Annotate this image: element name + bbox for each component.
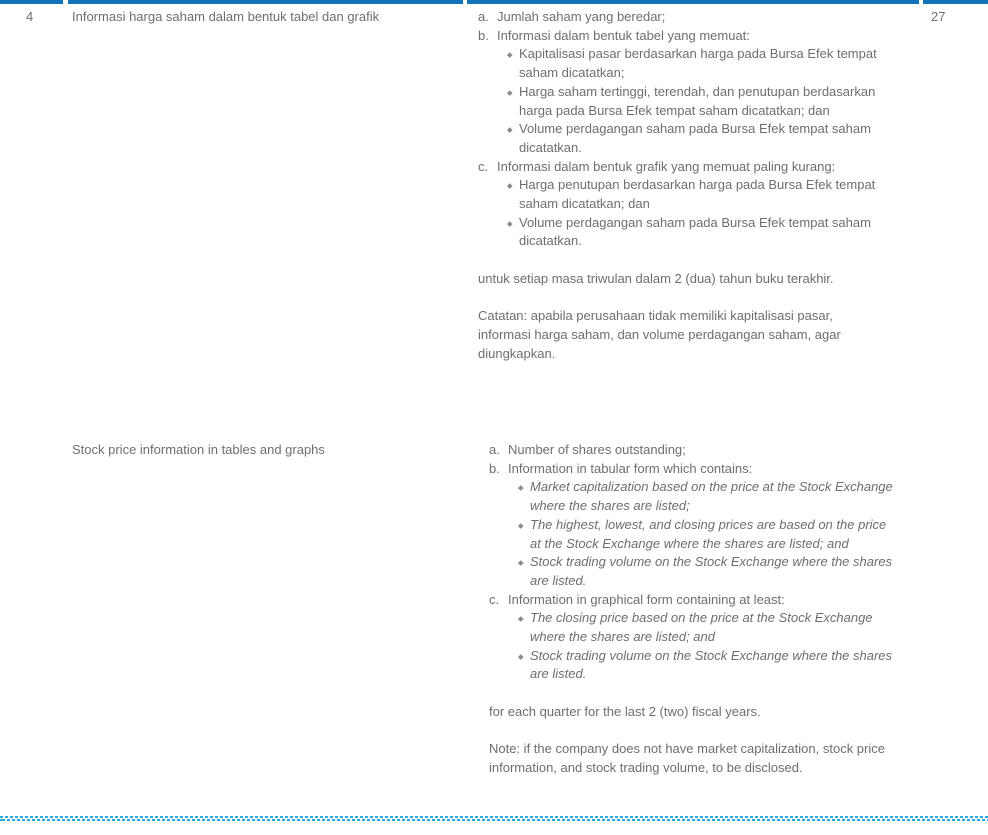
bullet-item <box>478 45 883 82</box>
bullet-text: Volume perdagangan saham pada Bursa Efek tempat saham dicatatkan. <box>519 214 871 249</box>
bullet-text: Market capitalization based on the price at the Stock Exchange where the shares are listed; <box>530 479 893 514</box>
bullet-text: Stock trading volume on the Stock Exchange where the shares are listed. <box>530 554 893 588</box>
details-indonesian <box>478 8 883 363</box>
period-statement: untuk setiap masa triwulan dalam 2 (dua) tahun buku terakhir. <box>478 270 834 286</box>
list-marker: c. <box>478 158 489 174</box>
page-ref: 27 <box>931 9 946 24</box>
list-text: Information in tabular form which contains: <box>508 460 753 476</box>
bullet-item <box>478 176 883 213</box>
list-item-b <box>489 460 894 479</box>
bullet-item <box>478 120 883 157</box>
row-divider-dashed <box>0 819 988 821</box>
list-marker: c. <box>489 591 500 607</box>
bullet-diamond-icon <box>519 553 530 590</box>
bullet-item <box>478 83 883 120</box>
list-text: Number of shares outstanding; <box>508 442 686 457</box>
bullet-item <box>489 647 894 684</box>
bullet-diamond-icon <box>519 609 530 646</box>
list-item-b <box>478 27 883 46</box>
bullet-diamond-icon <box>508 176 519 213</box>
bullet-diamond-icon <box>519 516 530 553</box>
note-statement: Note: if the company does not have market capitalization, stock price information, and stock trading volume, to be disclosed. <box>489 741 885 775</box>
note-statement: Catatan: apabila perusahaan tidak memiliki kapitalisasi pasar, informasi harga saham, dan volume perdagangan saham, agar diungkapkan. <box>478 308 841 361</box>
list-text: Jumlah saham yang beredar; <box>497 9 666 24</box>
bullet-text: Harga penutupan berdasarkan harga pada Bursa Efek tempat saham dicatatkan; dan <box>519 177 876 212</box>
bullet-text: Stock trading volume on the Stock Exchange where the shares are listed. <box>530 647 893 682</box>
bullet-text: The closing price based on the price at the Stock Exchange where the shares are listed; and <box>530 610 873 645</box>
list-marker: b. <box>478 27 489 43</box>
bullet-diamond-icon <box>508 83 519 120</box>
list-marker: b. <box>489 460 500 476</box>
bullet-text: Volume perdagangan saham pada Bursa Efek tempat saham dicatatkan. <box>519 121 871 155</box>
column-page-ref <box>923 0 988 363</box>
bullet-diamond-icon <box>508 45 519 82</box>
bullet-item <box>478 214 883 251</box>
list-item-a <box>489 441 894 460</box>
column-description <box>68 0 463 457</box>
bullet-item <box>489 553 894 590</box>
row-divider-dashed <box>0 816 988 818</box>
bullet-text: Kapitalisasi pasar berdasarkan harga pada Bursa Efek tempat saham dicatatkan; <box>519 46 877 81</box>
list-text: Informasi dalam bentuk tabel yang memuat: <box>497 27 750 43</box>
list-marker: a. <box>489 442 500 457</box>
description-indonesian: Informasi harga saham dalam bentuk tabel dan grafik <box>72 9 380 24</box>
bullet-diamond-icon <box>508 120 519 157</box>
list-marker: a. <box>478 9 489 24</box>
list-item-c <box>478 158 883 177</box>
list-item-c <box>489 591 894 610</box>
list-text: Information in graphical form containing at least: <box>508 591 785 607</box>
bullet-text: Harga saham tertinggi, terendah, dan penutupan berdasarkan harga pada Bursa Efek tempat saham dicatatkan; dan <box>519 83 876 118</box>
row-number: 4 <box>26 9 34 24</box>
bullet-diamond-icon <box>519 478 530 515</box>
bullet-text: The highest, lowest, and closing prices are based on the price at the Stock Exchange where the shares are listed; and <box>530 516 887 551</box>
period-statement: for each quarter for the last 2 (two) fiscal years. <box>489 703 761 719</box>
bullet-diamond-icon <box>508 214 519 251</box>
bullet-diamond-icon <box>519 647 530 684</box>
details-english <box>489 441 894 778</box>
bullet-item <box>489 516 894 553</box>
list-item-a <box>478 8 883 27</box>
column-details <box>467 0 919 775</box>
list-text: Informasi dalam bentuk grafik yang memuat paling kurang: <box>497 158 836 174</box>
column-row-number <box>0 0 63 363</box>
bullet-item <box>489 478 894 515</box>
description-english: Stock price information in tables and graphs <box>72 442 325 457</box>
bullet-item <box>489 609 894 646</box>
